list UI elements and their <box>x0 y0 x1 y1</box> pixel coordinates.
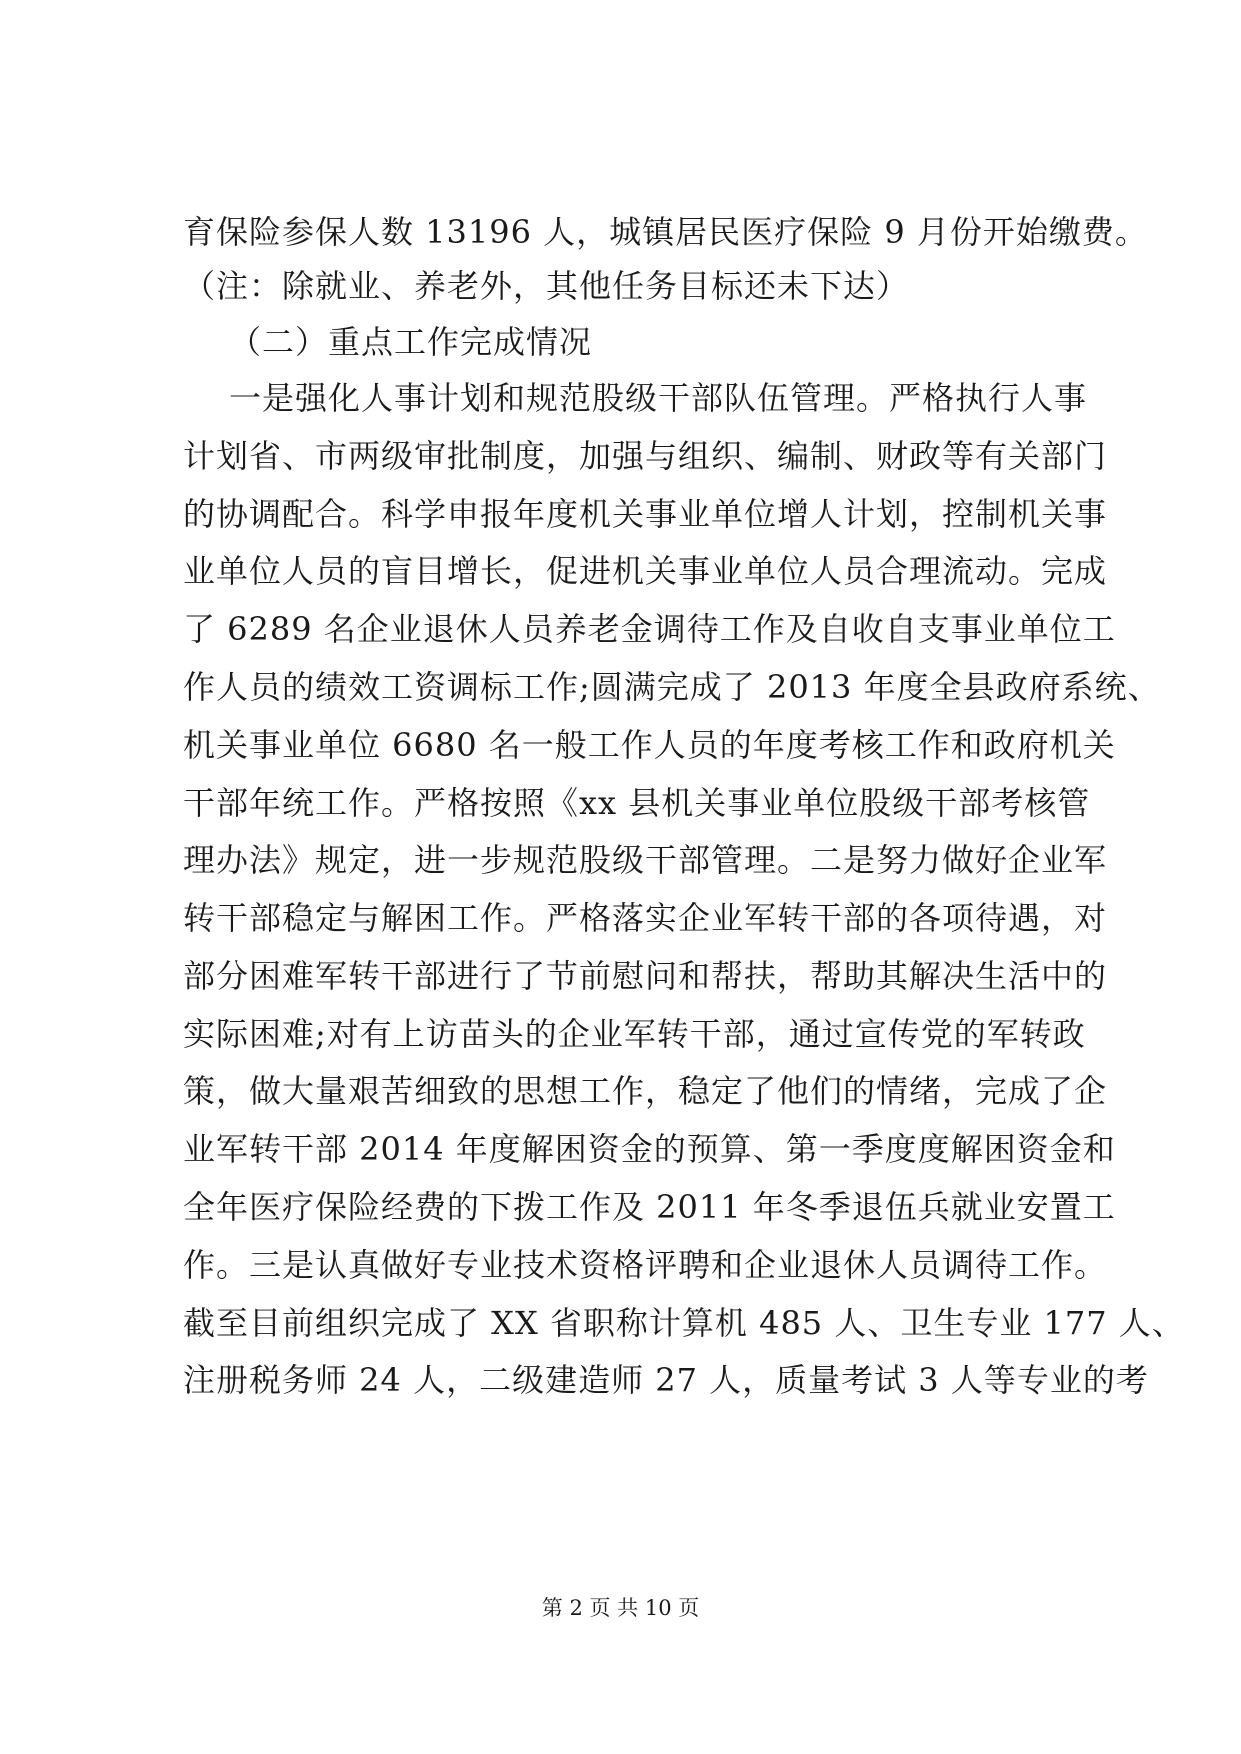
body-line-21: 注册税务师 24 人，二级建造师 27 人，质量考试 3 人等专业的考 <box>183 1361 1149 1399</box>
body-line-6: 的协调配合。科学申报年度机关事业单位增人计划，控制机关事 <box>183 495 1108 533</box>
body-line-9: 作人员的绩效工资调标工作;圆满完成了 2013 年度全县政府系统、 <box>183 668 1161 706</box>
body-line-17: 业军转干部 2014 年度解困资金的预算、第一季度度解困资金和 <box>183 1130 1116 1168</box>
body-line-8: 了 6289 名企业退休人员养老金调待工作及自收自支事业单位工 <box>183 610 1116 648</box>
body-line-1: 育保险参保人数 13196 人，城镇居民医疗保险 9 月份开始缴费。 <box>183 213 1148 251</box>
body-line-15: 实际困难;对有上访苗头的企业军转干部，通过宣传党的军转政 <box>183 1015 1086 1053</box>
body-line-13: 转干部稳定与解困工作。严格落实企业军转干部的各项待遇，对 <box>183 899 1108 937</box>
body-line-20: 截至目前组织完成了 XX 省职称计算机 485 人、卫生专业 177 人、 <box>183 1304 1185 1342</box>
body-line-5: 计划省、市两级审批制度，加强与组织、编制、财政等有关部门 <box>183 437 1108 475</box>
body-line-14: 部分困难军转干部进行了节前慰问和帮扶，帮助其解决生活中的 <box>183 957 1108 995</box>
section-heading: （二）重点工作完成情况 <box>229 323 593 361</box>
body-line-4: 一是强化人事计划和规范股级干部队伍管理。严格执行人事 <box>229 379 1088 417</box>
body-line-12: 理办法》规定，进一步规范股级干部管理。二是努力做好企业军 <box>183 841 1108 879</box>
page-number-footer: 第 2 页 共 10 页 <box>541 1596 700 1620</box>
body-line-16: 策，做大量艰苦细致的思想工作，稳定了他们的情绪，完成了企 <box>183 1072 1108 1110</box>
body-line-2: （注：除就业、养老外，其他任务目标还未下达） <box>183 267 910 305</box>
body-line-10: 机关事业单位 6680 名一般工作人员的年度考核工作和政府机关 <box>183 726 1116 764</box>
body-line-18: 全年医疗保险经费的下拨工作及 2011 年冬季退伍兵就业安置工 <box>183 1188 1116 1226</box>
body-line-19: 作。三是认真做好专业技术资格评聘和企业退休人员调待工作。 <box>183 1246 1108 1284</box>
body-line-11: 干部年统工作。严格按照《xx 县机关事业单位股级干部考核管 <box>183 784 1091 822</box>
body-line-7: 业单位人员的盲目增长，促进机关事业单位人员合理流动。完成 <box>183 552 1108 590</box>
